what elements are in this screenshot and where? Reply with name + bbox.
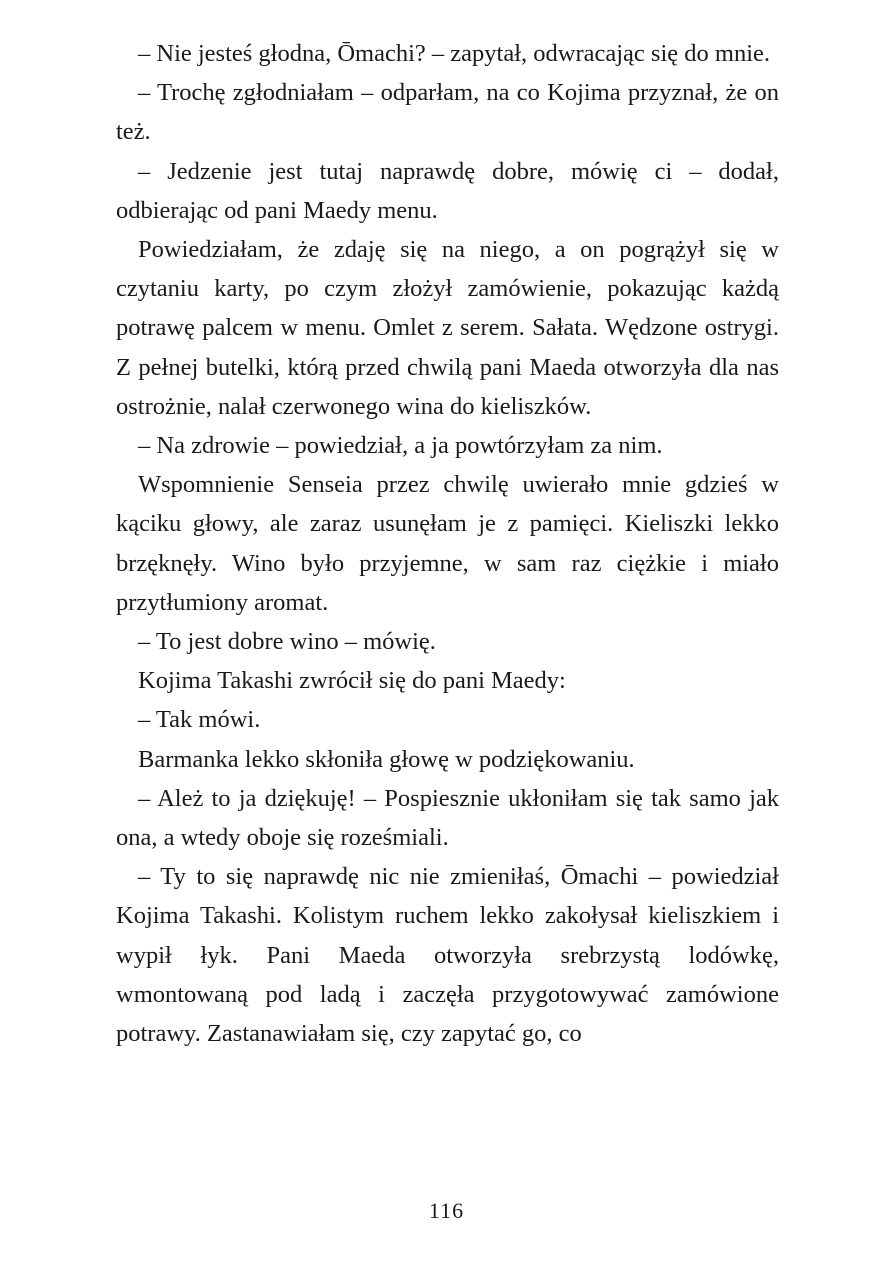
paragraph-1: – Nie jesteś głodna, Ōmachi? – zapytał, odwracając się do mnie. [138,40,771,67]
book-page-text [116,34,779,1053]
page-number: 116 [428,1198,465,1223]
paragraph-10: Barmanka lekko skłoniła głowę w podziękowaniu. [138,745,635,773]
paragraph-2: – Trochę zgłodniałam – odparłam, na co Kojima przyznał, że on też. [116,79,779,146]
paragraph-4: Powiedziałam, że zdaję się na niego, a on pogrążył się w czytaniu karty, po czym złożył zamówienie, pokazując każdą potrawę palcem w menu. Omlet z serem. Sałata. Wędzone ostrygi. Z pełnej butelki, którą przed chwilą pani Maeda otworzyła dla nas ostrożnie, nalał czerwonego wina do kieliszków. [116,236,779,420]
paragraph-7: – To jest dobre wino – mówię. [138,628,436,656]
paragraph-12: – Ty to się naprawdę nic nie zmieniłaś, Ōmachi – powiedział Kojima Takashi. Kolistym ruchem lekko zakołysał kieliszkiem i wypił łyk. Pani Maeda otworzyła srebrzystą lodówkę, wmontowaną pod ladą i zaczęła przygotowywać zamówione potrawy. Zastanawiałam się, czy zapytać go, co [116,863,779,1048]
paragraph-9: – Tak mówi. [138,706,261,734]
paragraph-5: – Na zdrowie – powiedział, a ja powtórzyłam za nim. [138,432,663,460]
paragraph-8: Kojima Takashi zwrócił się do pani Maedy: [138,667,566,695]
paragraph-11: – Ależ to ja dziękuję! – Pospiesznie ukłoniłam się tak samo jak ona, a wtedy oboje się roześmiali. [116,784,779,852]
paragraph-3: – Jedzenie jest tutaj naprawdę dobre, mówię ci – dodał, odbierając od pani Maedy menu. [116,157,779,224]
paragraph-6: Wspomnienie Senseia przez chwilę uwierało mnie gdzieś w kąciku głowy, ale zaraz usunęłam je z pamięci. Kieliszki lekko brzęknęły. Wino było przyjemne, w sam raz ciężkie i miało przytłumiony aromat. [116,471,779,616]
